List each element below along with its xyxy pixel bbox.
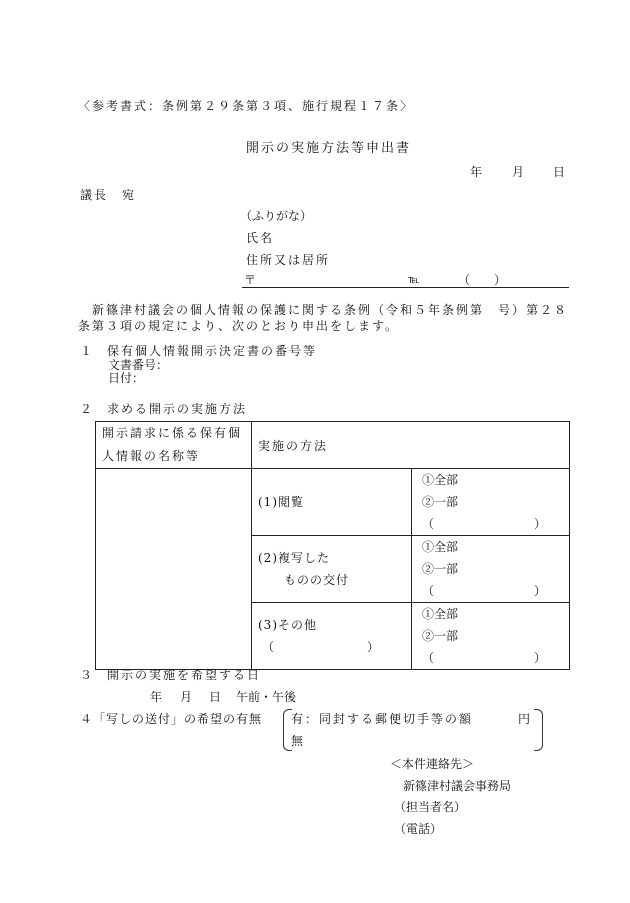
option-all-1[interactable]: ①全部: [422, 473, 459, 487]
tel-paren-open: （: [458, 273, 471, 287]
postal-mark: 〒: [244, 273, 257, 287]
address-label: 住所又は居所: [246, 253, 331, 267]
disclosure-method-table: [95, 421, 570, 670]
table-header-method: [252, 422, 570, 469]
method-cell-3: [252, 603, 412, 670]
intro-line-2: 条第３項の規定により、次のとおり申出をします。: [78, 319, 400, 333]
table-header-info-name: [96, 422, 252, 469]
preferred-month-label: 月: [180, 690, 193, 704]
section3-number: ３: [80, 668, 93, 682]
method-cell-2: [252, 536, 412, 603]
options-cell-2[interactable]: [412, 536, 570, 603]
section3-title: 開示の実施を希望する日: [107, 668, 262, 682]
method-other-detail[interactable]: （ ）: [262, 640, 380, 654]
option-part-2[interactable]: ②一部: [422, 562, 459, 576]
tel-label: ℡: [408, 273, 420, 286]
doc-number-label: 文書番号：: [108, 358, 169, 372]
section2-number: ２: [80, 402, 93, 416]
reference-note: 〈参考書式：条例第２９条第３項、施行規程１７条〉: [78, 99, 415, 113]
section4-title: 「写しの送付」の希望の有無: [93, 712, 263, 726]
contact-person-label: （担当者名）: [394, 800, 467, 814]
options-cell-1[interactable]: [412, 469, 570, 536]
send-option-no[interactable]: 無: [291, 734, 304, 748]
contact-phone-label: （電話）: [394, 822, 443, 836]
option-all-3[interactable]: ①全部: [422, 607, 459, 621]
name-label: 氏名: [246, 231, 275, 245]
options-cell-3[interactable]: [412, 603, 570, 670]
option-part-3[interactable]: ②一部: [422, 629, 459, 643]
option-all-2[interactable]: ①全部: [422, 540, 459, 554]
am-pm-label: 午前・午後: [236, 690, 297, 704]
option-detail-1[interactable]: （ ）: [422, 517, 546, 531]
info-name-cell[interactable]: [96, 469, 252, 670]
applicant-underline: [242, 287, 569, 288]
table-header-info-line1: 開示請求に係る保有個: [102, 426, 243, 440]
contact-heading: ＜本件連絡先＞: [390, 757, 475, 771]
option-detail-3[interactable]: （ ）: [422, 651, 546, 665]
addressee: 議長 宛: [80, 188, 137, 202]
contact-office: 新篠津村議会事務局: [403, 779, 512, 793]
section1-title: 保有個人情報開示決定書の番号等: [107, 344, 318, 358]
intro-line-1: 新篠津村議会の個人情報の保護に関する条例（令和５年条例第 号）第２８: [92, 303, 569, 317]
preferred-year-label: 年: [150, 690, 163, 704]
decision-date-label: 日付：: [108, 371, 145, 385]
send-option-yes[interactable]: 有：同封する郵便切手等の額: [291, 712, 474, 726]
section4-bracket-right: [534, 709, 543, 751]
method-cell-1: [252, 469, 412, 536]
section4-number: ４: [80, 712, 93, 726]
date-year-label: 年: [470, 165, 483, 179]
table-header-info-line2: 人情報の名称等: [102, 449, 201, 463]
option-part-1[interactable]: ②一部: [422, 495, 459, 509]
method-label-other: (3)その他: [258, 618, 317, 632]
option-detail-2[interactable]: （ ）: [422, 584, 546, 598]
form-title: 開示の実施方法等申出書: [246, 141, 412, 156]
furigana-label: （ふりがな）: [240, 209, 313, 223]
section1-number: １: [80, 344, 93, 358]
method-label-copy-line2: ものの交付: [284, 573, 350, 587]
method-label-inspection: (1)閲覧: [258, 495, 304, 509]
yen-label: 円: [518, 712, 531, 726]
table-header-method-label: 実施の方法: [258, 438, 329, 453]
method-label-copy: (2)複写した: [258, 551, 330, 565]
date-month-label: 月: [512, 165, 525, 179]
section2-title: 求める開示の実施方法: [107, 402, 248, 416]
tel-paren-close: ）: [494, 273, 507, 287]
date-day-label: 日: [553, 165, 566, 179]
preferred-day-label: 日: [209, 690, 222, 704]
